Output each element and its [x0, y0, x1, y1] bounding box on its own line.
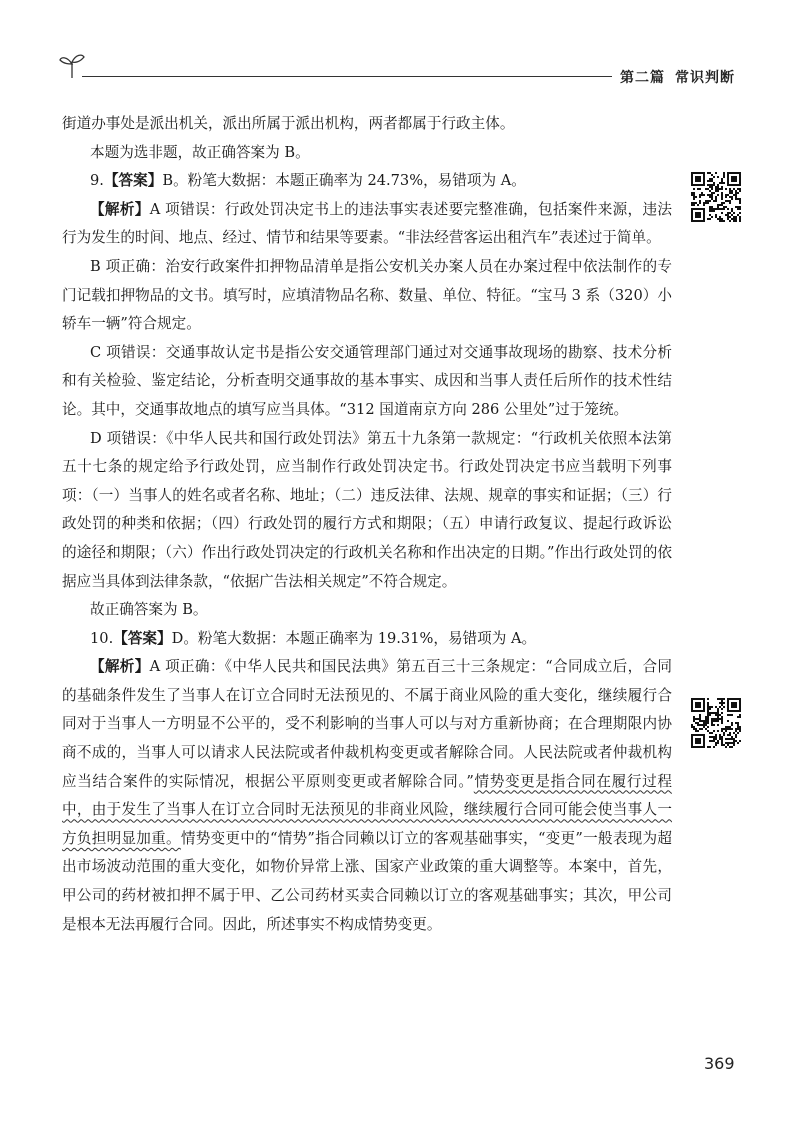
answer-9 [62, 167, 672, 196]
qr-code-icon [691, 172, 741, 222]
analysis-9 [62, 196, 672, 253]
analysis-tag: 【解析】 [90, 658, 150, 676]
page-body [62, 110, 672, 939]
header-rule [82, 76, 612, 77]
answer-tag: 【答案】 [103, 172, 163, 190]
paragraph: 本题为选非题，故正确答案为 B。 [90, 143, 310, 161]
analysis-text: A 项正确：《中华人民共和国民法典》第五百三十三条规定：“合同成立后，合同的基础条件发生了当事人在订立合同时无法预见的、不属于商业风险的重大变化，继续履行合同对于当事人一方明显不公平的，受不利影响的当事人可以与对方重新协商；在合理期限内协商不成的，当事人可以请求人民法院或者仲裁机构变更或者解除合同。人民法院或者仲裁机构应当结合案件的实际情况，根据公平原则变更或者解除合同。” [62, 658, 672, 790]
analysis-10 [62, 653, 672, 939]
qr-code-icon [691, 698, 741, 748]
analysis-tag: 【解析】 [90, 200, 150, 218]
paragraph: B 项正确：治安行政案件扣押物品清单是指公安机关办案人员在办案过程中依法制作的专门记载扣押物品的文书。填写时，应填清物品名称、数量、单位、特征。“宝马 3 系（320）小轿车一辆”符合规定。 [62, 257, 672, 333]
answer-tag: 【答案】 [113, 629, 172, 647]
section-label: 常识判断 [675, 70, 735, 86]
page-header [0, 44, 800, 94]
part-label: 第二篇 [620, 70, 665, 86]
answer-text: B。粉笔大数据：本题正确率为 24.73%，易错项为 A。 [162, 172, 526, 190]
underlined-text: 情势变更是指合同在履行过程中，由于发生了当事人在订立合同时无法预见的非商业风险，继续履行合同可能会使当事人一方负担明显加重。 [62, 772, 672, 847]
paragraph: 街道办事处是派出机关，派出所属于派出机构，两者都属于行政主体。 [62, 115, 515, 132]
analysis-text: A 项错误：行政处罚决定书上的违法事实表述要完整准确，包括案件来源，违法行为发生的时间、地点、经过、情节和结果等要素。“非法经营客运出租汽车”表述过于简单。 [62, 200, 672, 247]
question-number: 10. [90, 629, 114, 647]
running-title [620, 67, 735, 87]
page-number: 369 [704, 1054, 735, 1073]
paragraph: D 项错误：《中华人民共和国行政处罚法》第五十九条第一款规定：“行政机关依照本法第五十七条的规定给予行政处罚，应当制作行政处罚决定书。行政处罚决定书应当载明下列事项：（一）当事人的姓名或者名称、地址；（二）违反法律、法规、规章的事实和证据；（三）行政处罚的种类和依据；（四）行政处罚的履行方式和期限；（五）申请行政复议、提起行政诉讼的途径和期限；（六）作出行政处罚决定的行政机关名称和作出决定的日期。”作出行政处罚的依据应当具体到法律条款，“依据广告法相关规定”不符合规定。 [62, 429, 672, 590]
answer-text: D。粉笔大数据：本题正确率为 19.31%，易错项为 A。 [171, 629, 537, 647]
paragraph: 故正确答案为 B。 [90, 601, 208, 619]
answer-10 [62, 625, 672, 654]
question-number: 9. [90, 172, 104, 190]
analysis-text-continued: 情势变更中的“情势”指合同赖以订立的客观基础事实，“变更”一般表现为超出市场波动范围的重大变化，如物价异常上涨、国家产业政策的重大调整等。本案中，首先，甲公司的药材被扣押不属于甲、乙公司药材买卖合同赖以订立的客观基础事实；其次，甲公司是根本无法再履行合同。因此，所述事实不构成情势变更。 [62, 829, 672, 933]
paragraph: C 项错误：交通事故认定书是指公安交通管理部门通过对交通事故现场的勘察、技术分析和有关检验、鉴定结论，分析查明交通事故的基本事实、成因和当事人责任后所作的技术性结论。其中，交通事故地点的填写应当具体。“312 国道南京方向 286 公里处”过于笼统。 [62, 343, 672, 418]
